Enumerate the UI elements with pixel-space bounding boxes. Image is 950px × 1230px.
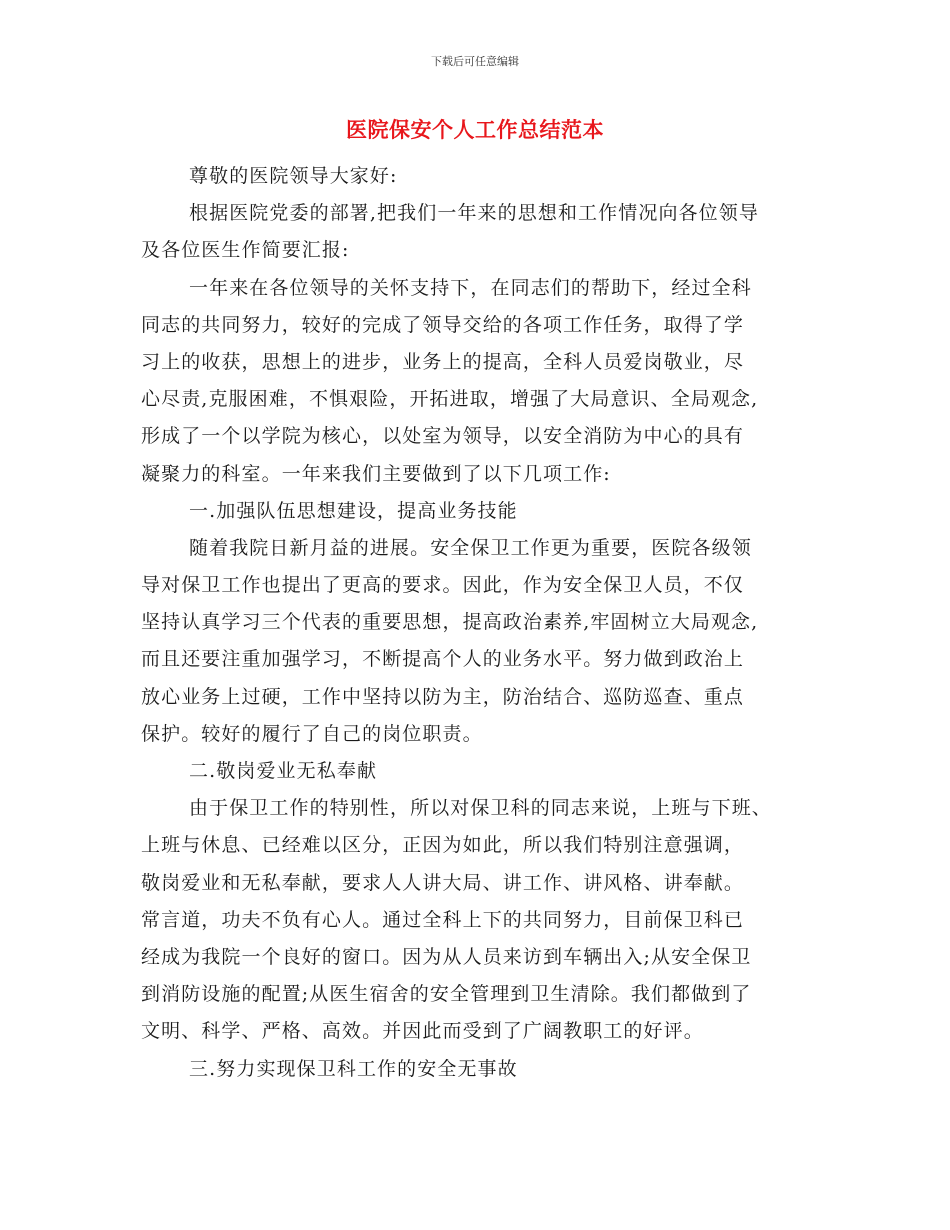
body-line: 同志的共同努力，较好的完成了领导交给的各项工作任务，取得了学 bbox=[141, 313, 745, 336]
body-line: 文明、科学、严格、高效。并因此而受到了广阔教职工的好评。 bbox=[141, 1020, 704, 1043]
body-line: 随着我院日新月益的进展。安全保卫工作更为重要，医院各级领 bbox=[189, 536, 752, 559]
body-line: 由于保卫工作的特别性，所以对保卫科的同志来说，上班与下班、 bbox=[189, 797, 772, 820]
body-line: 一.加强队伍思想建设，提高业务技能 bbox=[189, 499, 518, 522]
header-note: 下载后可任意编辑 bbox=[431, 55, 519, 68]
body-line: 坚持认真学习三个代表的重要思想，提高政治素养,牢固树立大局观念, bbox=[141, 611, 759, 634]
document-body bbox=[141, 158, 817, 1088]
body-line: 导对保卫工作也提出了更高的要求。因此，作为安全保卫人员，不仅 bbox=[141, 574, 745, 597]
body-line: 根据医院党委的部署,把我们一年来的思想和工作情况向各位领导 bbox=[189, 202, 759, 225]
body-line: 到消防设施的配置;从医生宿舍的安全管理到卫生清除。我们都做到了 bbox=[141, 983, 752, 1006]
body-line: 习上的收获，思想上的进步，业务上的提高，全科人员爱岗敬业，尽 bbox=[141, 350, 745, 373]
body-line: 保护。较好的履行了自己的岗位职责。 bbox=[141, 722, 483, 745]
body-line: 及各位医生作简要汇报: bbox=[141, 239, 350, 262]
body-line: 敬岗爱业和无私奉献，要求人人讲大局、讲工作、讲风格、讲奉献。 bbox=[141, 871, 745, 894]
body-line: 凝聚力的科室。一年来我们主要做到了以下几项工作: bbox=[141, 462, 611, 485]
body-line: 经成为我院一个良好的窗口。因为从人员来访到车辆出入;从安全保卫 bbox=[141, 945, 752, 968]
body-line: 上班与休息、已经难以区分，正因为如此，所以我们特别注意强调， bbox=[141, 834, 745, 857]
body-line: 尊敬的医院领导大家好: bbox=[189, 165, 398, 187]
body-line: 放心业务上过硬，工作中坚持以防为主，防治结合、巡防巡查、重点 bbox=[141, 685, 745, 708]
body-line: 常言道，功夫不负有心人。通过全科上下的共同努力，目前保卫科已 bbox=[141, 908, 745, 931]
body-line: 三.努力实现保卫科工作的安全无事故 bbox=[189, 1057, 518, 1080]
body-line: 形成了一个以学院为核心，以处室为领导，以安全消防为中心的具有 bbox=[141, 425, 745, 448]
document-title: 医院保安个人工作总结范本 bbox=[346, 117, 604, 142]
body-line: 一年来在各位领导的关怀支持下，在同志们的帮助下，经过全科 bbox=[189, 276, 752, 299]
body-line: 而且还要注重加强学习，不断提高个人的业务水平。努力做到政治上 bbox=[141, 648, 745, 671]
body-line: 心尽责,克服困难，不惧艰险，开拓进取，增强了大局意识、全局观念, bbox=[141, 388, 759, 411]
body-line: 二.敬岗爱业无私奉献 bbox=[189, 760, 378, 782]
